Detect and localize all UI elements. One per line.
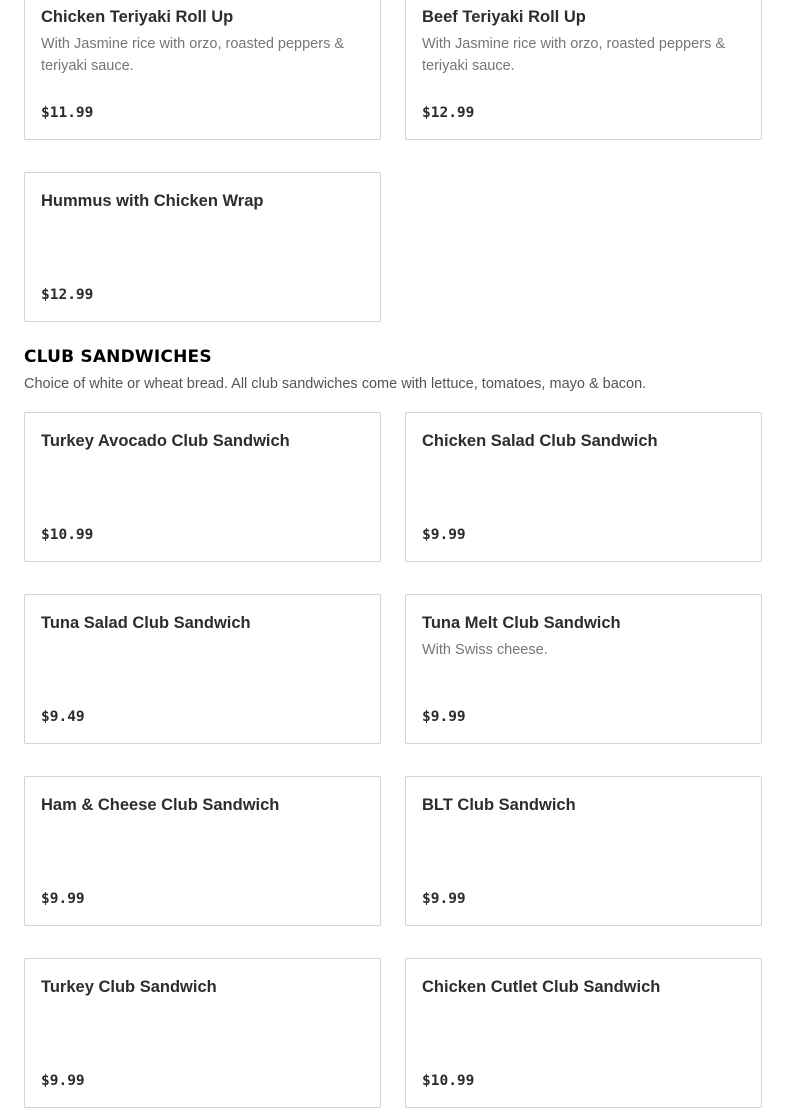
item-name: Tuna Melt Club Sandwich [422,614,621,632]
menu-item-card[interactable] [405,412,762,562]
menu-item-card[interactable] [24,412,381,562]
item-name: BLT Club Sandwich [422,796,576,814]
item-price: $9.99 [422,709,466,725]
item-price: $9.99 [422,891,466,907]
item-name: Hummus with Chicken Wrap [41,192,264,210]
item-price: $12.99 [41,287,94,303]
item-name: Beef Teriyaki Roll Up [422,8,586,26]
menu-item-card[interactable] [24,0,381,140]
menu-item-card[interactable] [24,958,381,1108]
section-title: CLUB SANDWICHES [24,347,212,367]
item-name: Chicken Teriyaki Roll Up [41,8,234,26]
item-price: $9.99 [41,1073,85,1089]
item-name: Chicken Cutlet Club Sandwich [422,978,661,996]
menu-item-card[interactable] [405,958,762,1108]
item-description: With Swiss cheese. [422,642,548,658]
item-price: $9.49 [41,709,85,725]
section-subtitle: Choice of white or wheat bread. All club sandwiches come with lettuce, tomatoes, mayo & bacon. [24,376,647,392]
menu-item-card[interactable] [405,776,762,926]
item-price: $9.99 [41,891,85,907]
item-price: $11.99 [41,105,94,121]
item-name: Chicken Salad Club Sandwich [422,432,658,450]
item-name: Turkey Club Sandwich [41,978,217,996]
item-name: Tuna Salad Club Sandwich [41,614,251,632]
item-price: $10.99 [41,527,94,543]
item-description: With Jasmine rice with orzo, roasted peppers & teriyaki sauce. [422,36,726,74]
item-price: $9.99 [422,527,466,543]
item-price: $10.99 [422,1073,475,1089]
menu-item-card[interactable] [405,0,762,140]
item-price: $12.99 [422,105,475,121]
item-name: Ham & Cheese Club Sandwich [41,796,280,814]
menu-item-card[interactable] [405,594,762,744]
menu-item-card[interactable] [24,172,381,322]
menu-item-card[interactable] [24,776,381,926]
menu-item-card[interactable] [24,594,381,744]
item-name: Turkey Avocado Club Sandwich [41,432,290,450]
item-description: With Jasmine rice with orzo, roasted peppers & teriyaki sauce. [41,36,345,74]
